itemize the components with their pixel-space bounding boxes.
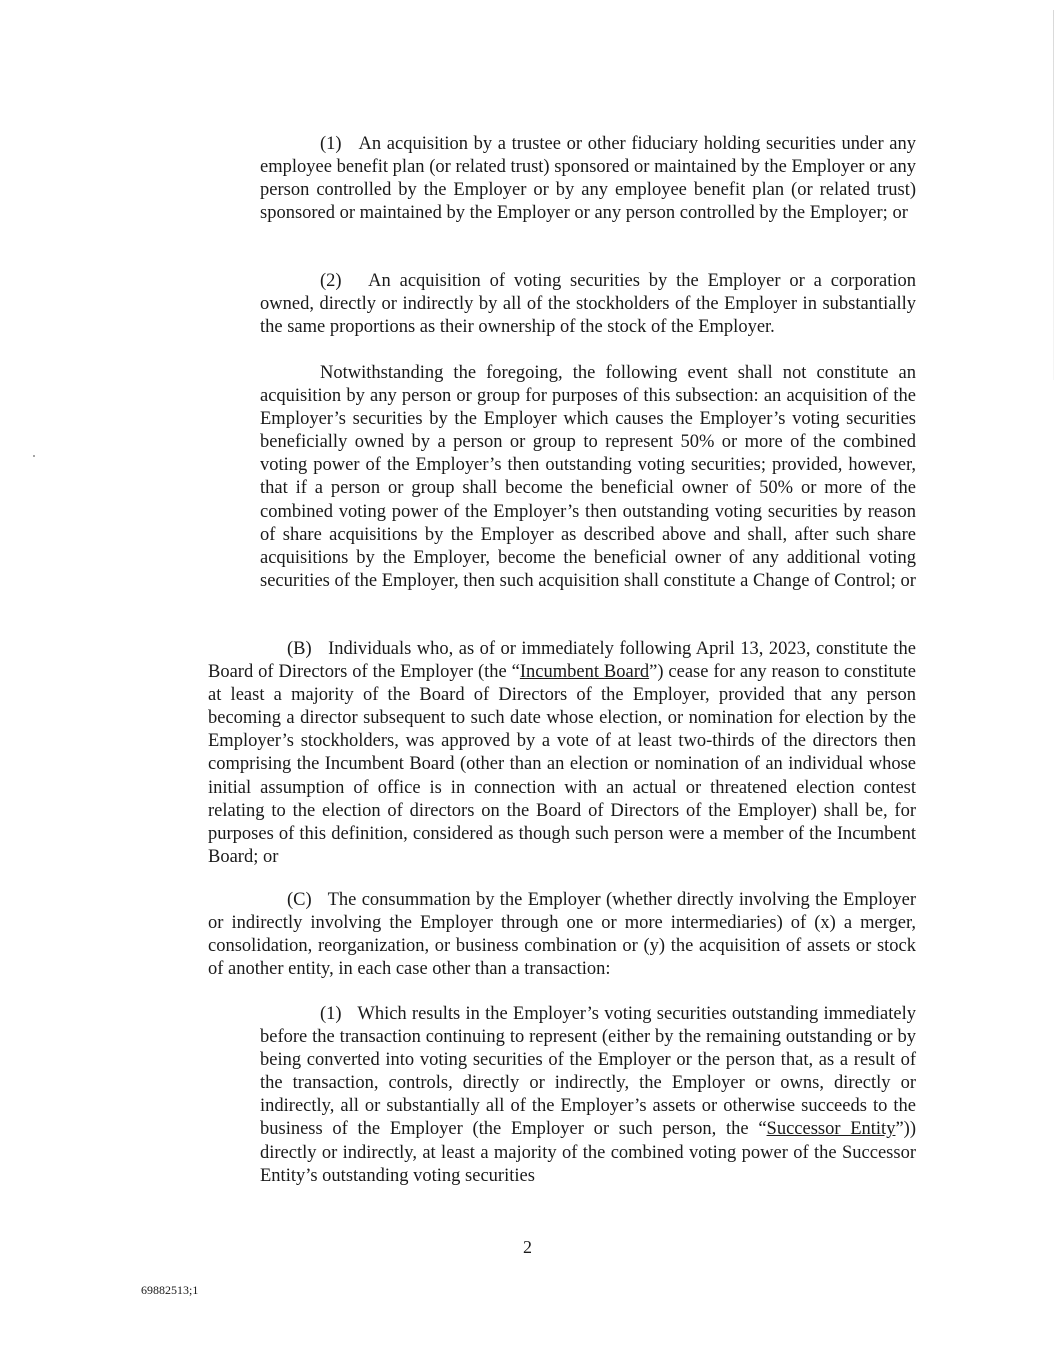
paragraph-2-voting-securities-acquisition: (2) An acquisition of voting securities by the Employer or a corporation owned, directly or indirectly by all of the stockholders of the Employer in substantially the same proportions as their ownership of the stock of the Employer. [260, 271, 916, 338]
paragraph-notwithstanding: Notwithstanding the foregoing, the following event shall not constitute an acquisition by any person or group for purposes of this subsection: an acquisition of the Employer’s securities by the Employer which causes the Employer’s voting securities beneficially owned by a person or group to represent 50% or more of the combined voting power of the Employer’s then outstanding voting securities; provided, however, that if a person or group shall become the beneficial owner of 50% or more of the combined voting power of the Employer’s then outstanding voting securities by reason of share acquisitions by the Employer as described above and shall, after such share acquisitions by the Employer, become the beneficial owner of any additional voting securities of the Employer, then such acquisition shall constitute a Change of Control; or [260, 363, 916, 591]
defined-term-incumbent-board: Incumbent Board [519, 662, 650, 683]
paragraph-c-consummation: (C) The consummation by the Employer (whether directly involving the Employer or indirectly involving the Employer through one or more intermediaries) of (x) a merger, consolidation, reorganization, or business combination or (y) the acquisition of assets or stock of another entity, in each case other than a transaction: [208, 890, 916, 980]
paragraph-b-text-before: (B) Individuals who, as of or immediately following April 13, 2023, constitute the Board of Directors of the Employer (the “ [208, 639, 916, 683]
paragraph-b-incumbent-board [208, 638, 916, 869]
scan-edge-shadow [1053, 10, 1054, 380]
defined-term-successor-entity: Successor Entity [766, 1119, 896, 1140]
document-id: 69882513;1 [141, 1283, 199, 1297]
page-number: 2 [523, 1237, 532, 1257]
paragraph-c1-text-before: (1) Which results in the Employer’s voting securities outstanding immediately before the transaction continuing to represent (either by the remaining outstanding or by being converted into voting securities of the Employer or the person that, as a result of the transaction, controls, directly or indirectly, the Employer or owns, directly or indirectly, all or substantially all of the Employer’s assets or otherwise succeeds to the business of the Employer (the Employer or such person, the “ [260, 1004, 916, 1140]
paragraph-c1-text-after: ”)) directly or indirectly, at least a majority of the combined voting power of the Successor Entity’s outstanding voting securities [260, 1119, 916, 1186]
paragraph-b-text-after: ”) cease for any reason to constitute at least a majority of the Board of Directors of the Employer, provided that any person becoming a director subsequent to such date whose election, or nomination for election by the Employer’s stockholders, was approved by a vote of at least two-thirds of the directors then comprising the Incumbent Board (other than an election or nomination of an individual whose initial assumption of office is in connection with an actual or threatened election contest relating to the election of directors on the Board of Directors of the Employer) shall be, for purposes of this definition, considered as though such person were a member of the Incumbent Board; or [208, 662, 916, 867]
paragraph-1-trustee-acquisition: (1) An acquisition by a trustee or other fiduciary holding securities under any employee benefit plan (or related trust) sponsored or maintained by the Employer or any person controlled by the Employer or by any employee benefit plan (or related trust) sponsored or maintained by the Employer or any person controlled by the Employer; or [260, 134, 916, 224]
paragraph-c1-voting-securities [260, 1003, 916, 1188]
scan-speck [33, 455, 35, 457]
